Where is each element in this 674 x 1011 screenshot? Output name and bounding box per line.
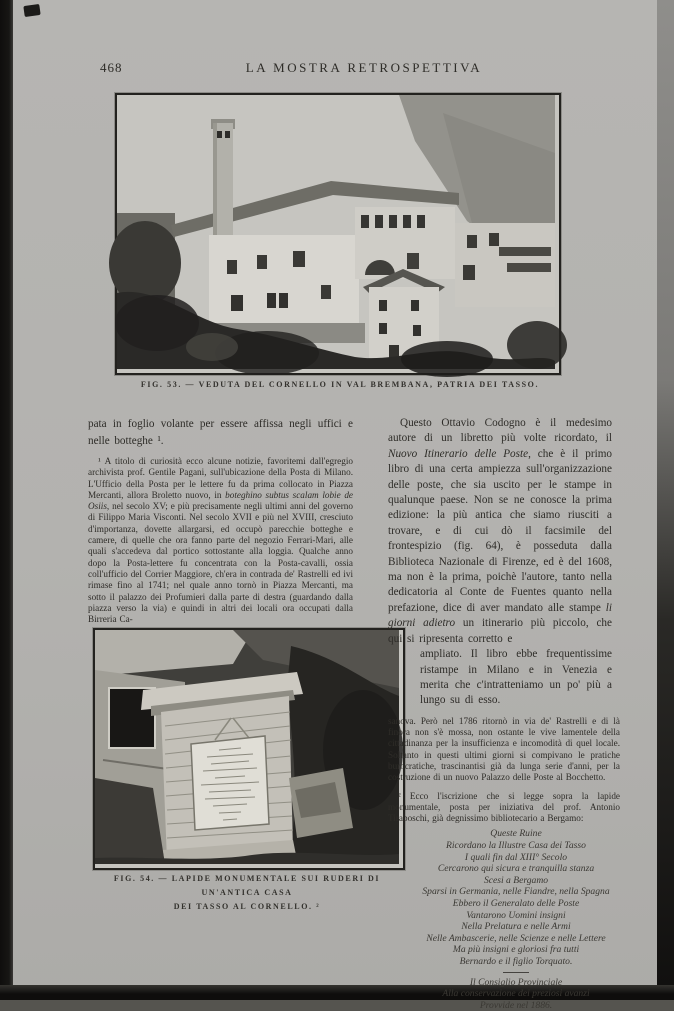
verse-divider-rule — [503, 972, 529, 973]
inscription-closing — [382, 977, 650, 1011]
verse-line: Ma più insigni e gloriosi fra tutti — [452, 944, 580, 956]
para-text-3: un itinerario più piccolo, che qui si ripresenta corretto e — [388, 617, 612, 645]
footnote1-latin-italic: boteghino subtus scalam lobie de Osiis — [88, 489, 353, 512]
verse-line: Scesi a Bergamo — [483, 874, 549, 886]
figure53-caption: FIG. 53. — VEDUTA DEL CORNELLO IN VAL BREMBANA, PATRIA DEI TASSO. — [140, 380, 540, 389]
closing-line: Alla conservazione dei preziosi avanzi — [442, 988, 590, 1000]
scan-edge-right — [657, 0, 674, 1000]
para-text-2: , che è il primo libro di una certa ampiezza sull'organizzazione delle poste, che sia uscito per le stampe in qualunque paese. Non se ne conosce la prima edizione: la più antica che siamo riusciti a trovare, e di cui dò il facsimile del frontespizio (fig. 64), è posseduta dalla Biblioteca Nazionale di Firenze, ed è del 1608, ma non è la prima, poichè l'autore, tanto nella dedicatoria al Conte de Fuentes quanto nella prefazione, dice di aver mandato alle stampe — [388, 447, 612, 614]
para-booktitle-italic: Nuovo Itinerario delle Poste — [388, 447, 529, 460]
figure54-photo — [93, 628, 405, 870]
verse-line: Bernardo e il figlio Torquato. — [459, 955, 573, 967]
left-footnote-1 — [88, 456, 353, 625]
verse-line: Cercarono qui sicura e tranquilla stanza — [437, 863, 595, 875]
running-title: LA MOSTRA RETROSPETTIVA — [245, 60, 483, 75]
verse-line: Nelle Ambascerie, nelle Scienze e nelle Lettere — [426, 932, 606, 944]
verse-line: Queste Ruine — [490, 828, 542, 840]
para-phrase-italic: li giorni adietro — [388, 601, 612, 630]
scan-edge-left — [0, 0, 13, 1000]
page-number: 468 — [100, 60, 123, 75]
left-column — [88, 416, 353, 625]
verse-line: I quali fin dal XIII° Secolo — [464, 851, 568, 863]
monument-inscription-verse — [382, 828, 650, 972]
figure54-illustration — [95, 630, 399, 864]
verse-line: Nella Prelatura e nelle Armi — [461, 921, 571, 933]
figure54-caption — [85, 872, 409, 914]
right-footnote-2-intro: ² Ecco l'iscrizione che si legge sopra la lapide monumentale, posta per iniziativa del prof. Antonio Tiraboschi, già degnissimo bibliotecario a Bergamo: — [388, 790, 620, 824]
right-footnote-1-continuation: sanova. Però nel 1786 ritornò in via de' Rastrelli e di là finora non s'è mossa, non ostante le vive lamentele della cittadinanza per la insufficienza e incomodità di quel locale. Soltanto in questi ultimi giorni si compivano le pratiche burocratiche, trascinantisi già da lunga serie d'anni, per la costruzione di un nuovo Palazzo delle Poste al Bocchetto. — [388, 715, 620, 783]
left-body-paragraph: pata in foglio volante per essere affissa negli uffici e nelle botteghe ¹. — [88, 418, 353, 447]
footnote1-text-1: ¹ A titolo di curiosità ecco alcune notizie, favoritemi dall'egregio archivista prof. Gentile Pagani, sull'ubicazione della Posta di Milano. L'Ufficio della Posta per le lettere fu da prima collocato in Piazza Mercanti, allora Broletto nuovo, in — [88, 456, 353, 500]
footnote1-text-2: , nel secolo XV; e più precisamente negli ultimi anni del governo di Filippo Maria Visconti. Nel secolo XVII e più nel XVIII, cresciuto d'importanza, dovette allargarsi, ed occupò parecchie botteghe e camere, di quelle che ora fanno parte del negozio Ferrari-Mari, alle quali s'accedeva dal portico sottostante alla loggia. Qualche anno dopo la Posta-lettere fu concentrata con la Posta-cavalli, ossia coll'ufficio del Corrier Maggiore, ch'era in contrada de' Rastrelli ed ivi rimase fino al 1741; nel quale anno tornò in Piazza Mercanti, ma sotto il palazzo dei Profumieri dalla parte di destra (guardando dalla piazza verso la via) e quindi in altri dei locali ora occupati dalla Birreria Ca- — [88, 501, 353, 625]
verse-line: Sparsi in Germania, nelle Fiandre, nella Spagna — [422, 886, 610, 898]
figure53-photo — [115, 93, 561, 375]
para-text-1: Questo Ottavio Codogno è il medesimo autore di un libretto più volte ricordato, il — [388, 417, 612, 445]
page-header — [88, 60, 640, 80]
scan-corner-mark — [23, 4, 40, 17]
closing-line: Provvide nel 1886. — [479, 999, 553, 1011]
right-body-paragraph-indented: ampliato. Il libro ebbe frequentissime ristampe in Milano e in Venezia e merita che c'intratteniamo un po' più a lungo su di esso. — [420, 648, 612, 707]
main-building — [209, 235, 359, 331]
figure54-caption-line2: DEI TASSO AL CORNELLO. ² — [173, 902, 321, 911]
figure53-illustration — [117, 95, 555, 369]
right-body-paragraph — [388, 416, 612, 647]
verse-line: Ebbero il Generalato delle Poste — [452, 897, 580, 909]
closing-line: Il Consiglio Provinciale — [469, 976, 563, 988]
verse-line: Ricordano la Illustre Casa dei Tasso — [446, 839, 586, 851]
verse-line: Vantarono Uomini insigni — [466, 909, 566, 921]
figure54-caption-line1: FIG. 54. — LAPIDE MONUMENTALE SUI RUDERI DI UN'ANTICA CASA — [113, 874, 381, 897]
right-column — [388, 416, 640, 1011]
